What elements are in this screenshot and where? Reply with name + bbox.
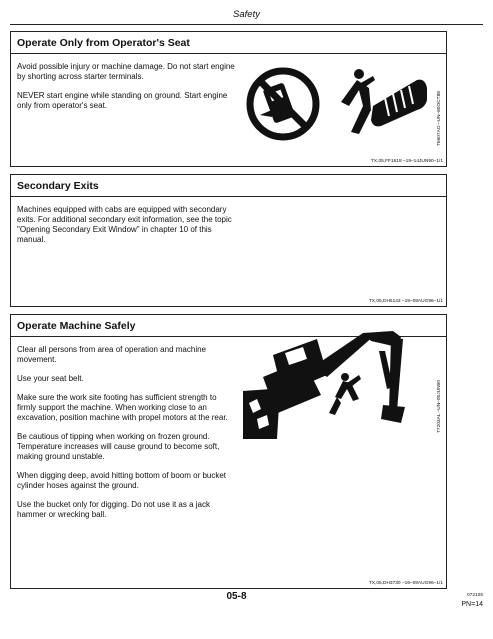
paragraph: Use the bucket only for digging. Do not use it as a jack hammer or wrecking ball. xyxy=(17,500,210,519)
section-operator-seat xyxy=(10,31,447,167)
paragraph: Clear all persons from area of operation and machine movement. xyxy=(17,345,206,364)
section-secondary-exits xyxy=(10,174,447,307)
pn-code: PN=14 xyxy=(461,601,483,608)
running-header: Safety xyxy=(233,9,260,20)
no-shorting-starter-prohibition-illustration xyxy=(244,65,322,143)
date-code: 072105 xyxy=(466,593,483,598)
figure-code: T7203AL –UN–05JUN90 xyxy=(437,380,442,433)
section-body xyxy=(17,345,235,529)
section-body xyxy=(17,205,235,254)
paragraph: Avoid possible injury or machine damage. Do not start engine by shorting across starter terminals. xyxy=(17,62,235,81)
section-operate-machine-safely xyxy=(10,314,447,589)
paragraph: Machines equipped with cabs are equipped with secondary exits. For additional secondary exit information, see the topic "Opening Secondary Exit Window" in chapter 10 of this manual. xyxy=(17,205,232,244)
section-title: Secondary Exits xyxy=(11,175,446,197)
header-rule xyxy=(10,24,483,25)
paragraph: Use your seat belt. xyxy=(17,374,84,383)
paragraph: NEVER start engine while standing on ground. Start engine only from operator's seat. xyxy=(17,91,228,110)
paragraph: Make sure the work site footing has sufficient strength to firmly support the machine. When working close to an excavation, position machine with propel motors at the rear. xyxy=(17,393,228,422)
excavator-tipping-into-excavation-illustration xyxy=(243,327,433,439)
section-title: Operate Only from Operator's Seat xyxy=(11,32,446,54)
section-body xyxy=(17,62,235,120)
page-number: 05-8 xyxy=(226,591,247,602)
person-thrown-by-track-illustration xyxy=(329,66,429,138)
figure-code: T6607AO –UN–80OCT88 xyxy=(437,91,442,146)
paragraph: When digging deep, avoid hitting bottom of boom or bucket cylinder hoses against the ground. xyxy=(17,471,227,490)
reference-code: TX,05,DH3730 –19–09AUG96–1/1 xyxy=(368,581,443,586)
reference-code: TX,05,FF1618 –19–14JUN90–1/1 xyxy=(370,159,443,164)
section-title: Operate Machine Safely xyxy=(11,315,446,337)
reference-code: TX,05,DH5143 –19–09AUG96–1/1 xyxy=(368,299,443,304)
paragraph: Be cautious of tipping when working on frozen ground. Temperature increases will cause ground to become soft, making ground unstable. xyxy=(17,432,220,461)
